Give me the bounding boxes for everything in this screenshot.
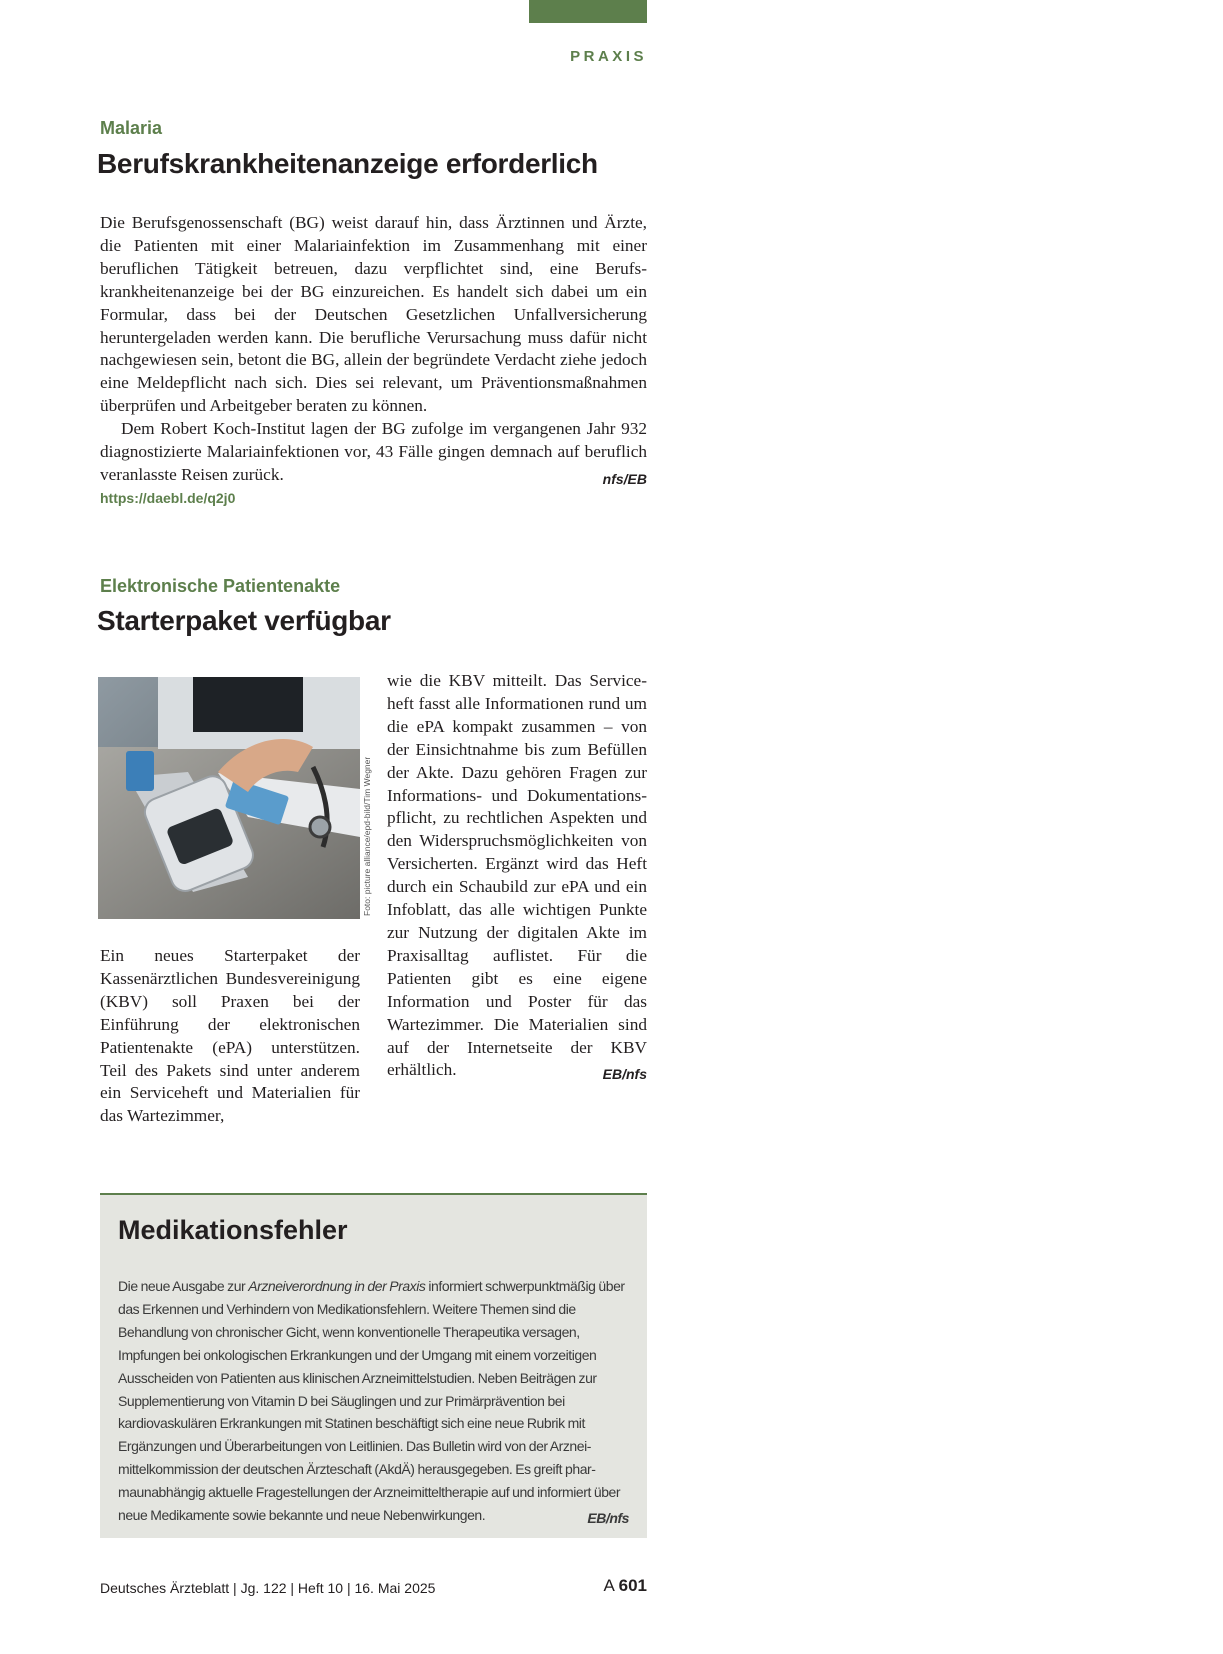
info-box-text-start: Die neue Ausgabe zur bbox=[118, 1278, 249, 1294]
article2-kicker: Elektronische Patientenakte bbox=[100, 576, 341, 596]
footer-citation: Deutsches Ärzteblatt | Jg. 122 | Heft 10 | 16. Mai 2025 bbox=[100, 1580, 436, 1596]
info-box-publication-title: Arzneiverordnung in der Praxis bbox=[248, 1278, 426, 1294]
article2-column-right bbox=[387, 670, 647, 1086]
article2-headline: Starterpaket verfügbar bbox=[97, 605, 391, 636]
photo-illustration bbox=[98, 677, 360, 919]
article1-paragraph: Die Berufsgenossenschaft (BG) weist darauf hin, dass Ärztinnen und Ärzte, die Patienten mit einer Malariainfektion im Zusammenhang mit einer beruflichen Tätigkeit betreuen, dazu verpflichtet sind, eine Berufskrankheitenanzeige bei der BG einzureichen. Es handelt sich dabei um ein Formular, dass bei der Deutschen Gesetzlichen Unfallversicherung heruntergeladen werden kann. Die berufliche Verursachung muss dafür nicht nachgewiesen sein, betont die BG, allein der begründete Verdacht ziehe jedoch eine Meldepflicht nach sich. Dies sei relevant, um Präventionsmaßnahmen überprüfen und Arbeitgeber beraten zu können. bbox=[100, 213, 647, 416]
page-number-value: 601 bbox=[618, 1576, 647, 1595]
info-box-text-rest: informiert schwerpunktmäßig über das Erkennen und Verhindern von Medikationsfehlern. Weitere Themen sind die Behandlung von chronischer Gicht, wenn konventionelle Therapeutika versagen, Impfungen bei onkologischen Erkrankungen und der Umgang mit einem vorzeitigen Ausscheiden von Patienten aus klinischen Arzneimittelstudien. Neben Beiträgen zur Supplementierung von Vitamin D bei Säuglingen und zur Primärprävention bei kardiovaskulären Erkrankungen mit Statinen beschäftigt sich eine neue Rubrik mit Ergänzungen und Überarbeitungen von Leitlinien. Das Bulletin wird von der Arzneimittelkommission der deutschen Ärzteschaft (AkdÄ) herausgegeben. Es greift pharmaunabhängig aktuelle Fragestellungen der Arzneimitteltherapie auf und informiert über neue Medikamente sowie bekannte und neue Nebenwirkungen. bbox=[118, 1278, 625, 1524]
article1-headline: Berufskrankheitenanzeige erforderlich bbox=[97, 148, 598, 179]
article1-link[interactable]: https://daebl.de/q2j0 bbox=[100, 490, 236, 506]
page-number bbox=[603, 1576, 647, 1596]
article1-kicker: Malaria bbox=[100, 118, 163, 138]
info-box-title: Medikationsfehler bbox=[118, 1215, 348, 1245]
page-prefix: A bbox=[603, 1576, 614, 1595]
article1-signature: nfs/EB bbox=[602, 470, 647, 487]
egk-card-reader-photo bbox=[98, 677, 360, 919]
section-color-tab bbox=[529, 0, 647, 23]
article1-paragraph bbox=[100, 418, 647, 487]
info-box-signature: EB/nfs bbox=[587, 1510, 629, 1527]
article2-column-left: Ein neues Starterpaket der Kassenärztlichen Bundesvereinigung (KBV) soll Praxen bei der Einführung der elektronischen Patientenakte (ePA) unterstützen. Teil des Pakets sind unter anderem ein Serviceheft und Materialien für das Wartezimmer, bbox=[100, 946, 360, 1126]
info-box-text bbox=[118, 1275, 629, 1530]
section-label: PRAXIS bbox=[570, 48, 647, 65]
info-box bbox=[100, 1193, 647, 1538]
article1-paragraph2-text: Dem Robert Koch-Institut lagen der BG zufolge im vergangenen Jahr 932 diagnostizierte Malariainfektionen vor, 43 Fälle gingen demnach auf beruflich veranlasste Reisen zurück. bbox=[100, 419, 647, 484]
article2-column-right-text: wie die KBV mitteilt. Das Serviceheft fasst alle Informationen rund um die ePA kompakt zusammen – von der Einsichtnahme bis zum Befüllen der Akte. Dazu gehören Fragen zur Informations- und Dokumentationspflicht, zu rechtlichen Aspekten und den Widerspruchsmöglichkeiten von Versicherten. Ergänzt wird das Heft durch ein Schaubild zur ePA und ein Infoblatt, das alle wichtigen Punkte zur Nutzung der digitalen Akte im Praxisalltag auflistet. Für die Patienten gibt es eine eigene Information und Poster für das Wartezimmer. Die Materialien sind auf der Internetseite der KBV erhältlich. bbox=[387, 671, 647, 1080]
article2-signature: EB/nfs bbox=[602, 1066, 647, 1083]
photo-credit: Foto: picture alliance/epd-bild/Tim Wegner bbox=[362, 756, 372, 916]
article1-body bbox=[100, 212, 647, 491]
